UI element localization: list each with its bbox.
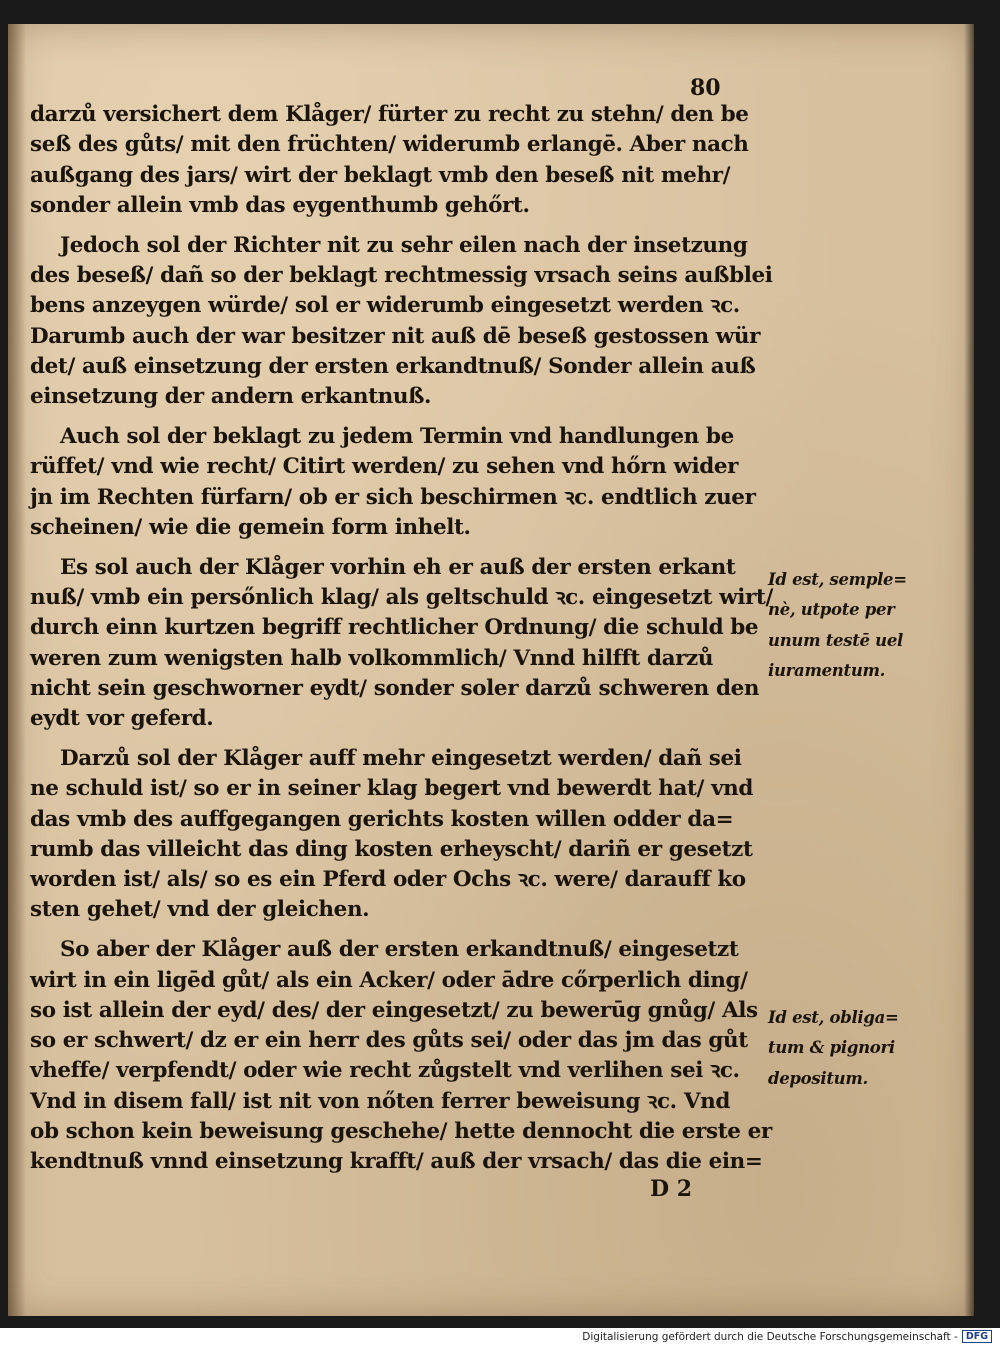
paragraph-4	[30, 553, 773, 735]
text-line: Jedoch sol der Richter nit zu sehr eilen nach der insetzung	[60, 232, 748, 258]
text-line: weren zum wenigsten halb volkommlich/ Vnnd hilfft darzů	[30, 645, 714, 671]
footer-credit	[582, 1330, 992, 1343]
text-line: eydt vor geferd.	[30, 706, 214, 732]
text-line: darzů versichert dem Klåger/ fürter zu recht zu stehn/ den be	[30, 102, 749, 127]
text-line: Darumb auch der war besitzer nit auß dē beseß gestossen wür	[30, 323, 761, 349]
text-line: Vnd in disem fall/ ist nit von nőten ferrer beweisung ꝛc. Vnd	[30, 1088, 730, 1114]
margin-note-line: iuramentum.	[768, 660, 886, 680]
text-line: durch einn kurtzen begriff rechtlicher Ordnung/ die schuld be	[30, 615, 759, 641]
margin-note-2	[768, 1003, 899, 1094]
text-line: nicht sein geschworner eydt/ sonder soler darzů schweren den	[30, 675, 760, 701]
text-line: ne schuld ist/ so er in seiner klag begert vnd bewerdt hat/ vnd	[30, 776, 754, 802]
text-line: bens anzeygen würde/ sol er widerumb eingesetzt werden ꝛc.	[30, 293, 740, 319]
text-line: worden ist/ als/ so es ein Pferd oder Ochs ꝛc. were/ darauff ko	[30, 867, 746, 893]
page-edge-shadow	[964, 24, 974, 1316]
text-line: einsetzung der andern erkantnuß.	[30, 384, 432, 410]
text-line: nuß/ vmb ein persőnlich klag/ als geltschuld ꝛc. eingesetzt wirt/	[30, 584, 773, 610]
text-line: ob schon kein beweisung geschehe/ hette dennocht die erste er	[30, 1119, 772, 1144]
text-line: das vmb des auffgegangen gerichts kosten willen odder da=	[30, 806, 734, 832]
text-line: des beseß/ dañ so der beklagt rechtmessig vrsach seins außblei	[30, 262, 773, 288]
margin-note-1	[768, 565, 907, 686]
text-line: so er schwert/ dz er ein herr des gůts sei/ oder das jm das gůt	[30, 1028, 748, 1054]
text-line: So aber der Klåger auß der ersten erkandtnuß/ eingesetzt	[60, 937, 739, 963]
signature-mark: D 2	[650, 1176, 693, 1202]
paragraph-2	[30, 231, 773, 413]
text-line: außgang des jars/ wirt der beklagt vmb den beseß nit mehr/	[30, 162, 731, 188]
text-line: jn im Rechten fürfarn/ ob er sich beschirmen ꝛc. endtlich zuer	[30, 484, 756, 510]
paragraph-5	[30, 744, 770, 926]
margin-note-line: unum testē uel	[768, 630, 904, 650]
margin-note-line: Id est, semple=	[768, 570, 907, 589]
folio-number: 80	[690, 75, 721, 101]
margin-note-line: depositum.	[768, 1068, 868, 1088]
text-line: seß des gůts/ mit den früchten/ widerumb erlangē. Aber nach	[30, 132, 749, 158]
paragraph-6	[30, 935, 770, 1177]
page-gutter-shadow	[8, 24, 26, 1316]
margin-note-line: Id est, obliga=	[768, 1008, 899, 1027]
text-line: Auch sol der beklagt zu jedem Termin vnd handlungen be	[60, 423, 734, 449]
paragraph-1	[30, 100, 770, 221]
text-line: wirt in ein ligēd gůt/ als ein Acker/ oder ādre cőrperlich ding/	[30, 967, 748, 993]
text-line: rumb das villeicht das ding kosten erheyscht/ dariñ er gesetzt	[30, 836, 753, 862]
text-line: Darzů sol der Klåger auff mehr eingesetzt werden/ dañ sei	[60, 745, 742, 771]
text-line: sten gehet/ vnd der gleichen.	[30, 897, 370, 923]
text-line: Es sol auch der Klåger vorhin eh er auß der ersten erkant	[60, 554, 736, 580]
text-line: vheffe/ verpfendt/ oder wie recht zůgstelt vnd verlihen sei ꝛc.	[30, 1058, 740, 1084]
footer-text: Digitalisierung gefördert durch die Deutsche Forschungsgemeinschaft -	[582, 1330, 958, 1343]
text-line: scheinen/ wie die gemein form inhelt.	[30, 514, 471, 540]
main-text	[30, 100, 773, 1187]
text-line: so ist allein der eyd/ des/ der eingesetzt/ zu bewerūg gnůg/ Als	[30, 997, 758, 1023]
text-line: rüffet/ vnd wie recht/ Citirt werden/ zu sehen vnd hőrn wider	[30, 454, 739, 480]
margin-note-line: tum & pignori	[768, 1038, 895, 1058]
text-line: kendtnuß vnnd einsetzung krafft/ auß der vrsach/ das die ein=	[30, 1149, 763, 1175]
text-line: det/ auß einsetzung der ersten erkandtnuß/ Sonder allein auß	[30, 353, 756, 379]
text-line: sonder allein vmb das eygenthumb gehőrt.	[30, 192, 530, 218]
dfg-logo: DFG	[962, 1330, 992, 1343]
paragraph-3	[30, 422, 770, 543]
margin-note-line: nè, utpote per	[768, 600, 895, 620]
